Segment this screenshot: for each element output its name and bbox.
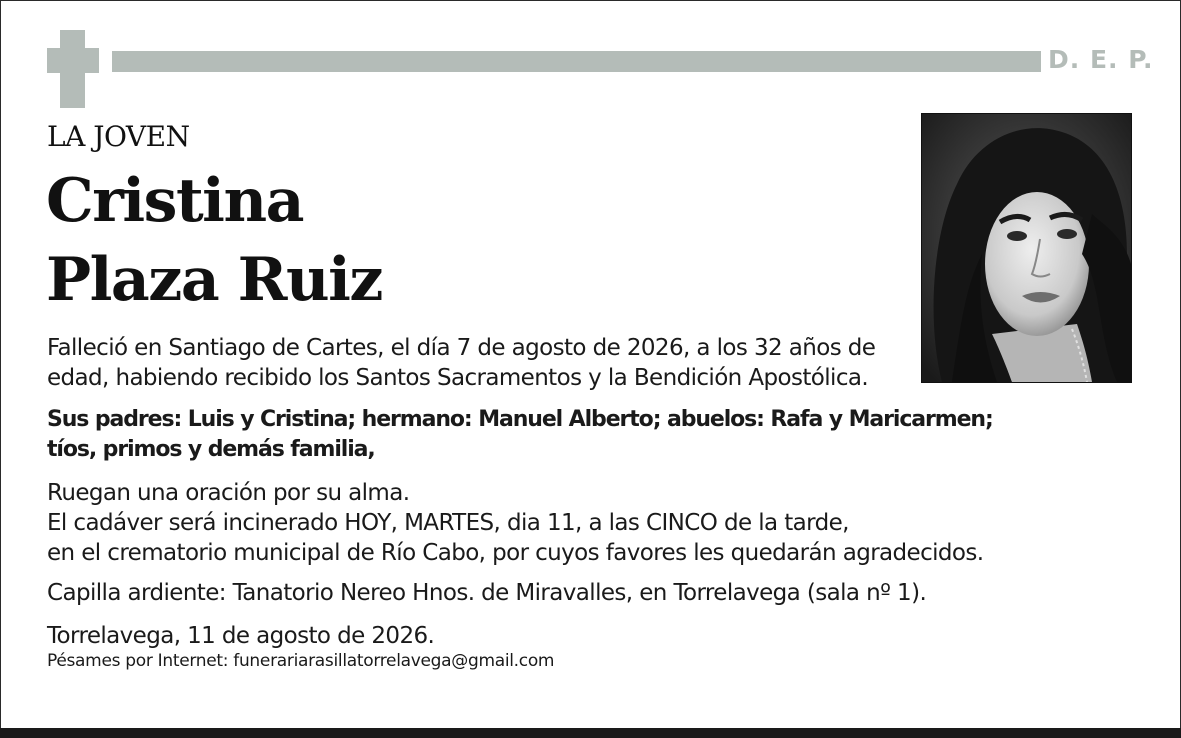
deceased-surnames: Plaza Ruiz: [46, 245, 382, 315]
bottom-bar: [0, 728, 1181, 738]
death-notice-line: edad, habiendo recibido los Santos Sacramentos y la Bendición Apostólica.: [47, 365, 869, 391]
deceased-first-name: Cristina: [46, 166, 303, 236]
family-line: Sus padres: Luis y Cristina; hermano: Manuel Alberto; abuelos: Rafa y Maricarmen;: [47, 407, 993, 432]
family-line: tíos, primos y demás familia,: [47, 437, 375, 462]
dep-badge: D. E. P.: [1048, 45, 1154, 74]
chapel-line: Capilla ardiente: Tanatorio Nereo Hnos. de Miravalles, en Torrelavega (sala nº 1).: [47, 580, 927, 606]
request-line: en el crematorio municipal de Río Cabo, por cuyos favores les quedarán agradecidos.: [47, 540, 984, 566]
cross-icon-arm: [47, 48, 99, 73]
request-paragraph: [47, 478, 984, 568]
request-line: El cadáver será incinerado HOY, MARTES, dia 11, a las CINCO de la tarde,: [47, 510, 849, 536]
deceased-portrait-photo: [921, 113, 1132, 383]
portrait-image: [922, 114, 1131, 382]
death-notice-line: Falleció en Santiago de Cartes, el día 7 de agosto de 2026, a los 32 años de: [47, 335, 876, 361]
condolences-email: Pésames por Internet: funerariarasillatorrelavega@gmail.com: [47, 651, 555, 671]
place-date: Torrelavega, 11 de agosto de 2026.: [47, 623, 435, 649]
family-paragraph: [47, 405, 993, 465]
deceased-prefix: LA JOVEN: [47, 120, 190, 153]
request-line: Ruegan una oración por su alma.: [47, 480, 410, 506]
header-rule: [112, 51, 1041, 72]
death-notice-paragraph: [47, 333, 875, 393]
